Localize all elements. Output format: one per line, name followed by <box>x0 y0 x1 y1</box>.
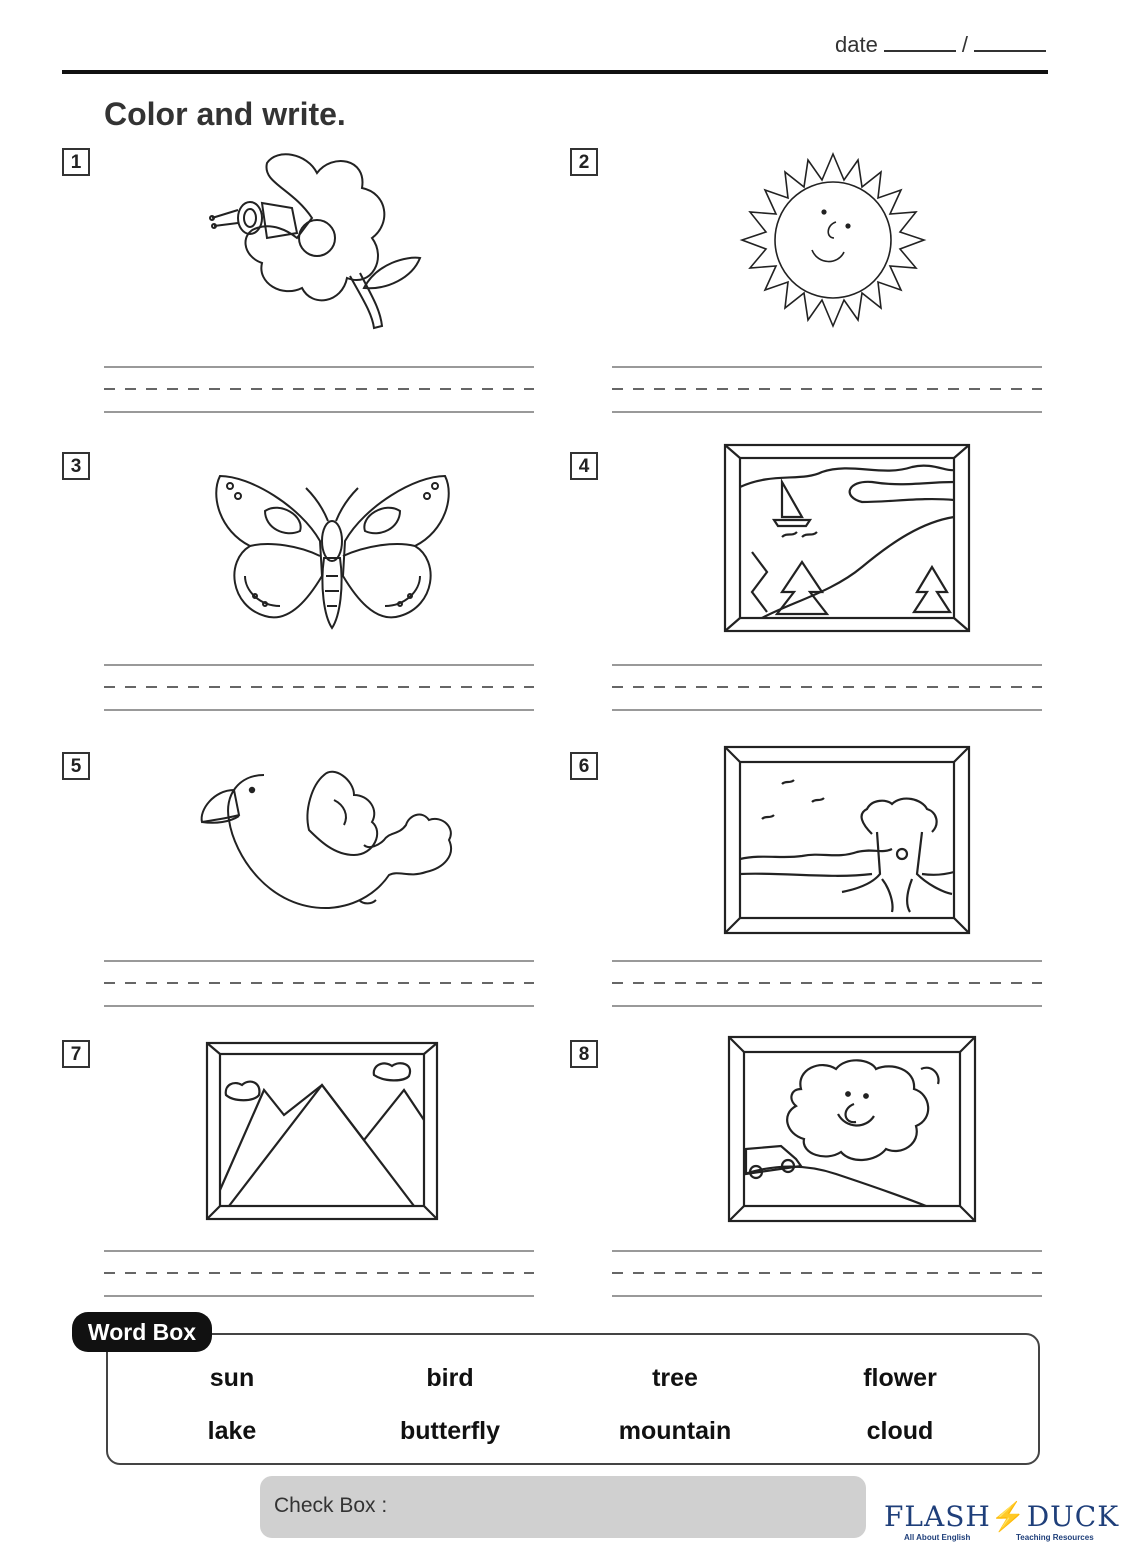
date-field <box>835 32 1046 58</box>
butterfly-drawing <box>210 466 455 631</box>
date-label: date <box>835 32 878 57</box>
writing-lines[interactable] <box>612 366 1042 414</box>
check-box[interactable] <box>260 1476 866 1538</box>
item-number: 8 <box>570 1040 598 1068</box>
tree-drawing <box>722 744 972 936</box>
word-mountain: mountain <box>618 1417 732 1445</box>
item-number: 2 <box>570 148 598 176</box>
word-sun: sun <box>209 1364 255 1392</box>
item-number: 5 <box>62 752 90 780</box>
cloud-drawing <box>726 1034 978 1224</box>
word-flower: flower <box>863 1364 937 1392</box>
item-number: 3 <box>62 452 90 480</box>
lightning-bolt-icon: ⚡ <box>990 1500 1027 1533</box>
flashduck-logo <box>884 1500 1120 1548</box>
word-cloud: cloud <box>866 1417 934 1445</box>
sun-drawing <box>738 150 928 332</box>
writing-lines[interactable] <box>104 960 534 1008</box>
word-box-label: Word Box <box>72 1312 212 1352</box>
date-day-blank[interactable] <box>974 32 1046 52</box>
logo-tagline-left: All About English <box>904 1533 971 1542</box>
logo-brand-left: FLASH <box>884 1500 991 1533</box>
item-number: 6 <box>570 752 598 780</box>
item-number: 7 <box>62 1040 90 1068</box>
writing-lines[interactable] <box>104 1250 534 1298</box>
header-rule <box>62 70 1048 74</box>
writing-lines[interactable] <box>612 664 1042 712</box>
item-number: 4 <box>570 452 598 480</box>
date-month-blank[interactable] <box>884 32 956 52</box>
check-box-label: Check Box : <box>274 1494 388 1517</box>
mountain-drawing <box>204 1040 440 1222</box>
logo-brand-right: DUCK <box>1026 1500 1120 1533</box>
writing-lines[interactable] <box>612 960 1042 1008</box>
logo-wordmark <box>884 1500 1119 1533</box>
date-separator: / <box>961 32 968 57</box>
word-butterfly: butterfly <box>400 1417 500 1445</box>
flower-drawing <box>202 148 432 333</box>
item-number: 1 <box>62 148 90 176</box>
lake-drawing <box>722 442 972 634</box>
writing-lines[interactable] <box>612 1250 1042 1298</box>
word-lake: lake <box>207 1417 257 1445</box>
worksheet-title: Color and write. <box>104 96 346 132</box>
word-tree: tree <box>652 1364 698 1392</box>
logo-tagline-right: Teaching Resources <box>1016 1533 1094 1542</box>
bird-drawing <box>194 760 462 920</box>
writing-lines[interactable] <box>104 664 534 712</box>
writing-lines[interactable] <box>104 366 534 414</box>
word-bird: bird <box>426 1364 474 1392</box>
